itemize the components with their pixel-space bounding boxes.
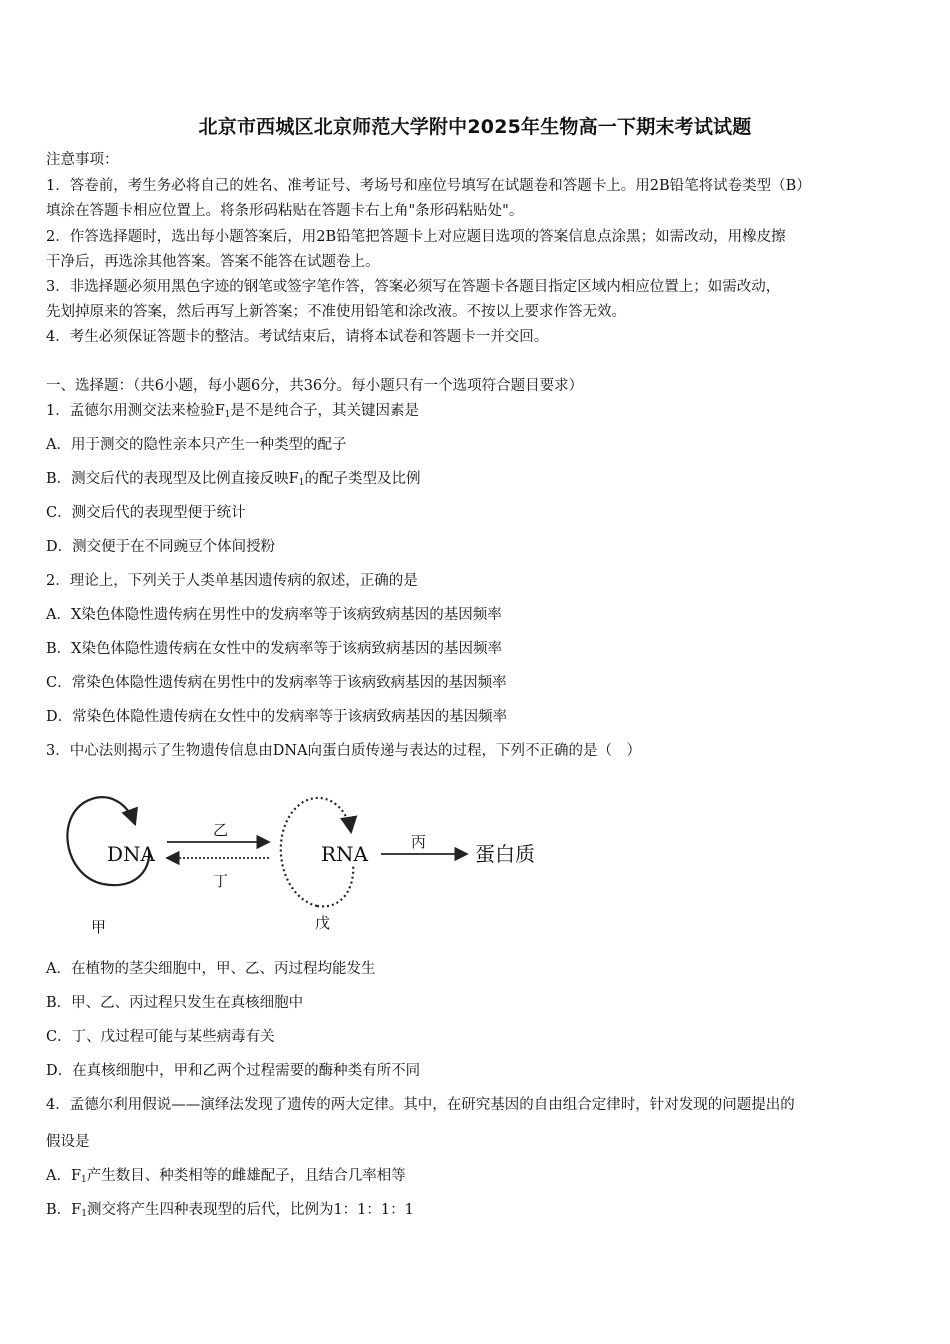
section-heading: 一、选择题：（共6小题，每小题6分，共36分。每小题只有一个选项符合题目要求） — [46, 378, 584, 394]
notice-line: 2．作答选择题时，选出每小题答案后，用2B铅笔把答题卡上对应题目选项的答案信息点涂黑；如需改动，用橡皮擦 — [46, 229, 786, 245]
question-2-stem: 2．理论上，下列关于人类单基因遗传病的叙述，正确的是 — [46, 573, 418, 589]
question-3-stem: 3．中心法则揭示了生物遗传信息由DNA向蛋白质传递与表达的过程，下列不正确的是（ ） — [46, 743, 642, 759]
ding-label: 丁 — [213, 872, 229, 890]
rna-label: RNA — [321, 842, 369, 866]
question-3-option-c: C．丁、戊过程可能与某些病毒有关 — [46, 1029, 275, 1045]
notice-line: 1．答卷前，考生务必将自己的姓名、准考证号、考场号和座位号填写在试题卷和答题卡上。用2B铅笔将试卷类型（B） — [46, 178, 811, 194]
question-1-option-d: D．测交便于在不同豌豆个体间授粉 — [46, 539, 276, 555]
notice-line: 干净后，再选涂其他答案。答案不能答在试题卷上。 — [46, 254, 380, 270]
central-dogma-diagram — [55, 780, 565, 940]
jia-loop-arrow — [67, 797, 135, 884]
notice-line: 3．非选择题必须用黑色字迹的钢笔或签字笔作答，答案必须写在答题卡各题目指定区域内相应位置上；如需改动， — [46, 279, 781, 295]
question-4-option-a: A．$F_1$产生数目、种类相等的雌雄配子，且结合几率相等 — [46, 1168, 406, 1185]
notice-line: 4．考生必须保证答题卡的整洁。考试结束后，请将本试卷和答题卡一并交回。 — [46, 329, 549, 345]
jia-label: 甲 — [91, 918, 107, 936]
question-4-stem-cont: 假设是 — [46, 1134, 90, 1150]
question-3-option-a: A．在植物的茎尖细胞中，甲、乙、丙过程均能发生 — [46, 961, 376, 977]
question-1-option-a: A．用于测交的隐性亲本只产生一种类型的配子 — [46, 437, 347, 453]
question-2-option-d: D．常染色体隐性遗传病在女性中的发病率等于该病致病基因的基因频率 — [46, 709, 508, 725]
protein-label: 蛋白质 — [475, 842, 535, 866]
wu-label: 戊 — [315, 914, 331, 932]
yi-label: 乙 — [213, 821, 229, 839]
question-2-option-b: B．X染色体隐性遗传病在女性中的发病率等于该病致病基因的基因频率 — [46, 641, 502, 657]
question-3-option-d: D．在真核细胞中，甲和乙两个过程需要的酶种类有所不同 — [46, 1063, 421, 1079]
bing-label: 丙 — [411, 833, 427, 851]
question-3-option-b: B．甲、乙、丙过程只发生在真核细胞中 — [46, 995, 304, 1011]
notice-heading: 注意事项： — [46, 152, 119, 168]
question-4-option-b: B．$F_1$测交将产生四种表现型的后代，比例为1：1：1：1 — [46, 1202, 414, 1219]
question-1-option-b: B．测交后代的表现型及比例直接反映$F_1$的配子类型及比例 — [46, 471, 421, 488]
question-2-option-c: C．常染色体隐性遗传病在男性中的发病率等于该病致病基因的基因频率 — [46, 675, 507, 691]
wu-loop-lower — [317, 864, 353, 906]
notice-line: 填涂在答题卡相应位置上。将条形码粘贴在答题卡右上角"条形码粘贴处"。 — [46, 203, 524, 219]
dna-label: DNA — [107, 842, 155, 866]
question-2-option-a: A．X染色体隐性遗传病在男性中的发病率等于该病致病基因的基因频率 — [46, 607, 502, 623]
page-title: 北京市西城区北京师范大学附中2025年生物高一下期末考试试题 — [198, 116, 752, 138]
question-1-stem: 1．孟德尔用测交法来检验$F_1$是不是纯合子，其关键因素是 — [46, 403, 420, 420]
question-4-stem: 4．孟德尔利用假说——演绎法发现了遗传的两大定律。其中，在研究基因的自由组合定律时，针对发现的问题提出的 — [46, 1097, 795, 1113]
notice-line: 先划掉原来的答案，然后再写上新答案；不准使用铅笔和涂改液。不按以上要求作答无效。 — [46, 304, 626, 320]
question-1-option-c: C．测交后代的表现型便于统计 — [46, 505, 246, 521]
